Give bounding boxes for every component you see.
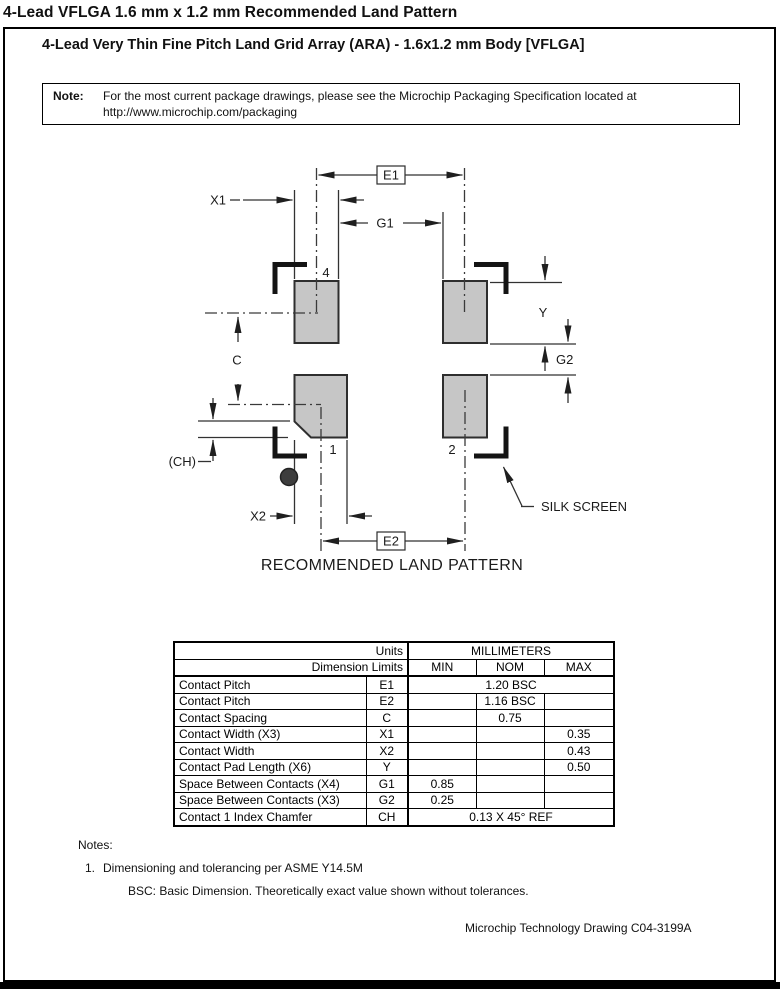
note-item-1 bbox=[78, 861, 529, 875]
row-symbol: Y bbox=[366, 759, 408, 776]
table-header-units bbox=[174, 642, 614, 659]
note-item-text: Dimensioning and tolerancing per ASME Y14.5M bbox=[103, 861, 363, 875]
dimension-g2 bbox=[490, 319, 576, 403]
page-title: 4-Lead VFLGA 1.6 mm x 1.2 mm Recommended Land Pattern bbox=[3, 4, 458, 21]
label-e1: E1 bbox=[383, 167, 399, 183]
units-value: MILLIMETERS bbox=[408, 642, 614, 659]
drawing-caption: RECOMMENDED LAND PATTERN bbox=[260, 557, 524, 574]
label-g2: G2 bbox=[556, 352, 574, 367]
land-pattern-drawing bbox=[140, 158, 700, 558]
table-row bbox=[174, 792, 614, 809]
table-row bbox=[174, 710, 614, 727]
row-symbol: C bbox=[366, 710, 408, 727]
row-nom bbox=[476, 776, 544, 793]
label-pad-2: 2 bbox=[448, 442, 456, 457]
row-name: Contact Pitch bbox=[174, 693, 366, 710]
col-max: MAX bbox=[544, 659, 614, 676]
row-nom bbox=[476, 792, 544, 809]
row-min: 0.25 bbox=[408, 792, 476, 809]
label-pad-4: 4 bbox=[322, 265, 330, 280]
row-value-span: 0.13 X 45° REF bbox=[408, 809, 614, 826]
label-g1: G1 bbox=[376, 215, 394, 231]
row-name: Space Between Contacts (X4) bbox=[174, 776, 366, 793]
row-max bbox=[544, 792, 614, 809]
row-symbol: G1 bbox=[366, 776, 408, 793]
note-text bbox=[103, 88, 637, 120]
note-label: Note: bbox=[53, 89, 84, 103]
row-max: 0.43 bbox=[544, 743, 614, 760]
dimension-e2 bbox=[323, 532, 463, 550]
row-symbol: E1 bbox=[366, 676, 408, 693]
dimension-limits-label: Dimension Limits bbox=[174, 659, 408, 676]
units-label: Units bbox=[174, 642, 408, 659]
silk-screen-callout bbox=[504, 467, 627, 514]
row-min bbox=[408, 759, 476, 776]
row-max bbox=[544, 693, 614, 710]
row-max: 0.35 bbox=[544, 726, 614, 743]
col-min: MIN bbox=[408, 659, 476, 676]
label-ch: (CH) bbox=[168, 454, 196, 469]
table-row bbox=[174, 743, 614, 760]
row-nom: 0.75 bbox=[476, 710, 544, 727]
notes-heading: Notes: bbox=[78, 838, 113, 852]
dimension-ch bbox=[169, 398, 290, 469]
table-header-limits bbox=[174, 659, 614, 676]
row-symbol: E2 bbox=[366, 693, 408, 710]
pad-1 bbox=[295, 375, 348, 438]
silk-corner-bottom-left bbox=[275, 427, 307, 457]
dimension-x2 bbox=[250, 440, 372, 524]
dimension-table bbox=[173, 641, 615, 827]
row-min bbox=[408, 726, 476, 743]
row-symbol: CH bbox=[366, 809, 408, 826]
row-symbol: G2 bbox=[366, 792, 408, 809]
row-nom bbox=[476, 759, 544, 776]
row-symbol: X1 bbox=[366, 726, 408, 743]
table-row bbox=[174, 726, 614, 743]
note-line1: For the most current package drawings, please see the Microchip Packaging Specification located at bbox=[103, 89, 637, 103]
note-box bbox=[42, 83, 740, 125]
row-name: Contact Pitch bbox=[174, 676, 366, 693]
row-max: 0.50 bbox=[544, 759, 614, 776]
row-name: Space Between Contacts (X3) bbox=[174, 792, 366, 809]
row-name: Contact 1 Index Chamfer bbox=[174, 809, 366, 826]
row-name: Contact Pad Length (X6) bbox=[174, 759, 366, 776]
note-item-number: 1. bbox=[85, 861, 96, 875]
col-nom: NOM bbox=[476, 659, 544, 676]
note-item-subtext: BSC: Basic Dimension. Theoretically exact value shown without tolerances. bbox=[128, 884, 529, 898]
label-e2: E2 bbox=[383, 533, 399, 549]
notes-section bbox=[78, 838, 529, 898]
table-row bbox=[174, 776, 614, 793]
dimension-c bbox=[232, 317, 241, 401]
row-min: 0.85 bbox=[408, 776, 476, 793]
label-x2: X2 bbox=[250, 508, 266, 524]
row-name: Contact Width (X3) bbox=[174, 726, 366, 743]
table-row bbox=[174, 809, 614, 826]
package-subtitle: 4-Lead Very Thin Fine Pitch Land Grid Array (ARA) - 1.6x1.2 mm Body [VFLGA] bbox=[42, 37, 585, 53]
row-nom bbox=[476, 743, 544, 760]
page-bottom-rule bbox=[0, 982, 780, 989]
row-max bbox=[544, 776, 614, 793]
dimension-g1 bbox=[341, 212, 444, 279]
table-row bbox=[174, 759, 614, 776]
table-row bbox=[174, 693, 614, 710]
row-name: Contact Width bbox=[174, 743, 366, 760]
row-nom bbox=[476, 726, 544, 743]
table-row bbox=[174, 676, 614, 693]
label-c: C bbox=[232, 352, 242, 368]
pin-1-index-dot bbox=[281, 469, 298, 486]
row-symbol: X2 bbox=[366, 743, 408, 760]
row-nom: 1.16 BSC bbox=[476, 693, 544, 710]
drawing-reference: Microchip Technology Drawing C04-3199A bbox=[465, 921, 692, 935]
centerlines bbox=[205, 168, 465, 551]
row-value-span: 1.20 BSC bbox=[408, 676, 614, 693]
row-min bbox=[408, 710, 476, 727]
row-min bbox=[408, 743, 476, 760]
row-min bbox=[408, 693, 476, 710]
row-name: Contact Spacing bbox=[174, 710, 366, 727]
label-pad-1: 1 bbox=[329, 442, 337, 457]
contact-pads bbox=[295, 281, 488, 438]
dimension-e1 bbox=[319, 166, 463, 184]
row-max bbox=[544, 710, 614, 727]
label-y: Y bbox=[538, 305, 548, 320]
label-x1: X1 bbox=[210, 192, 226, 208]
note-line2: http://www.microchip.com/packaging bbox=[103, 105, 298, 119]
label-silk-screen: SILK SCREEN bbox=[541, 499, 627, 514]
